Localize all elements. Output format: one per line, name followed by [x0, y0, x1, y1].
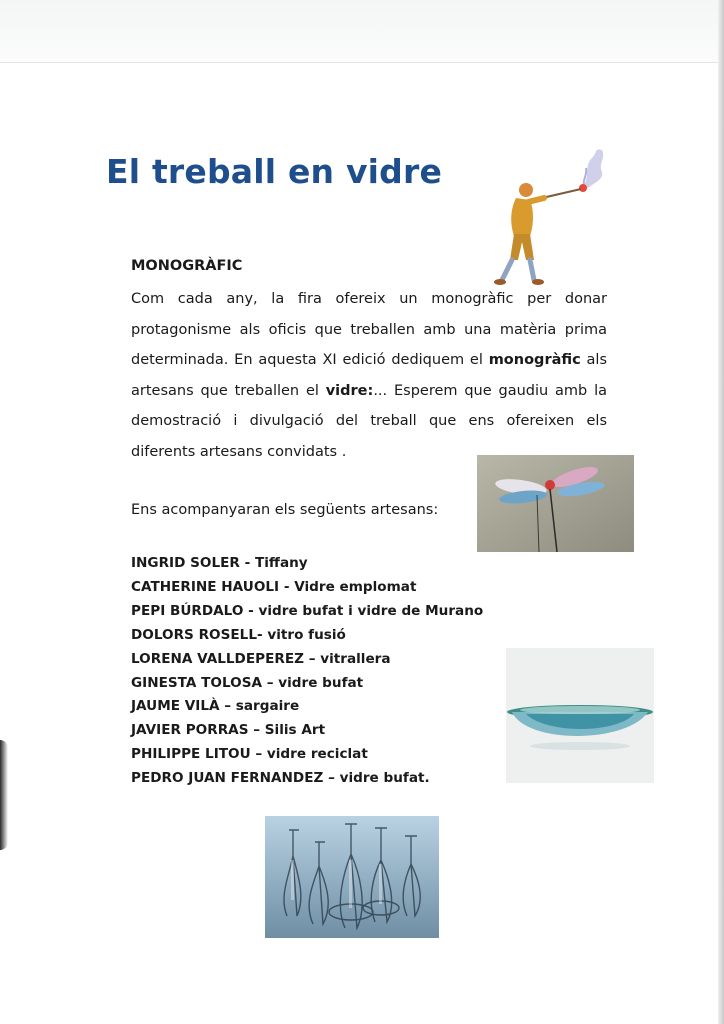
- list-item: JAVIER PORRAS – Silis Art: [131, 722, 326, 739]
- list-item: LORENA VALLDEPEREZ – vitrallera: [131, 650, 391, 667]
- intro-bold-monografic: monogràfic: [488, 352, 581, 368]
- list-item: CATHERINE HAUOLI - Vidre emplomat: [131, 578, 417, 595]
- page-title: El treball en vidre: [106, 152, 443, 191]
- artisans-list: [131, 552, 483, 791]
- intro-text-2: als artesans que treballen el: [131, 352, 607, 399]
- list-item: PEDRO JUAN FERNANDEZ – vidre bufat.: [131, 770, 430, 787]
- list-item: DOLORS ROSELL- vitro fusió: [131, 626, 346, 643]
- artisans-lead: Ens acompanyaran els següents artesans:: [131, 502, 439, 518]
- scan-top-margin: [0, 0, 724, 63]
- section-label: MONOGRÀFIC: [131, 258, 243, 274]
- list-item: PEPI BÚRDALO - vidre bufat i vidre de Murano: [131, 602, 484, 619]
- intro-bold-vidre: vidre:: [325, 382, 374, 399]
- list-item: INGRID SOLER - Tiffany: [131, 555, 308, 571]
- scan-right-edge: [718, 0, 724, 1024]
- intro-text-3: ... Esperem que gaudiu amb la demostració i divulgació del treball que ens ofereixen els diferents artesans convidats .: [131, 382, 607, 460]
- intro-text-1: Com cada any, la fira ofereix un monogràfic per donar protagonisme als oficis que treballen amb una matèria prima determinada. En aquesta XI edició dediquem el: [131, 291, 607, 368]
- glass-bowl-photo: [506, 648, 654, 783]
- glass-bottles-photo: [265, 816, 439, 938]
- list-item: JAUME VILÀ – sargaire: [131, 698, 300, 715]
- list-item: PHILIPPE LITOU – vidre reciclat: [131, 746, 368, 763]
- scan-binding-mark: [0, 740, 8, 850]
- glass-dragonfly-photo: [477, 455, 634, 552]
- list-item: GINESTA TOLOSA – vidre bufat: [131, 674, 364, 691]
- glassblower-illustration: [480, 146, 610, 292]
- intro-paragraph: [131, 284, 607, 467]
